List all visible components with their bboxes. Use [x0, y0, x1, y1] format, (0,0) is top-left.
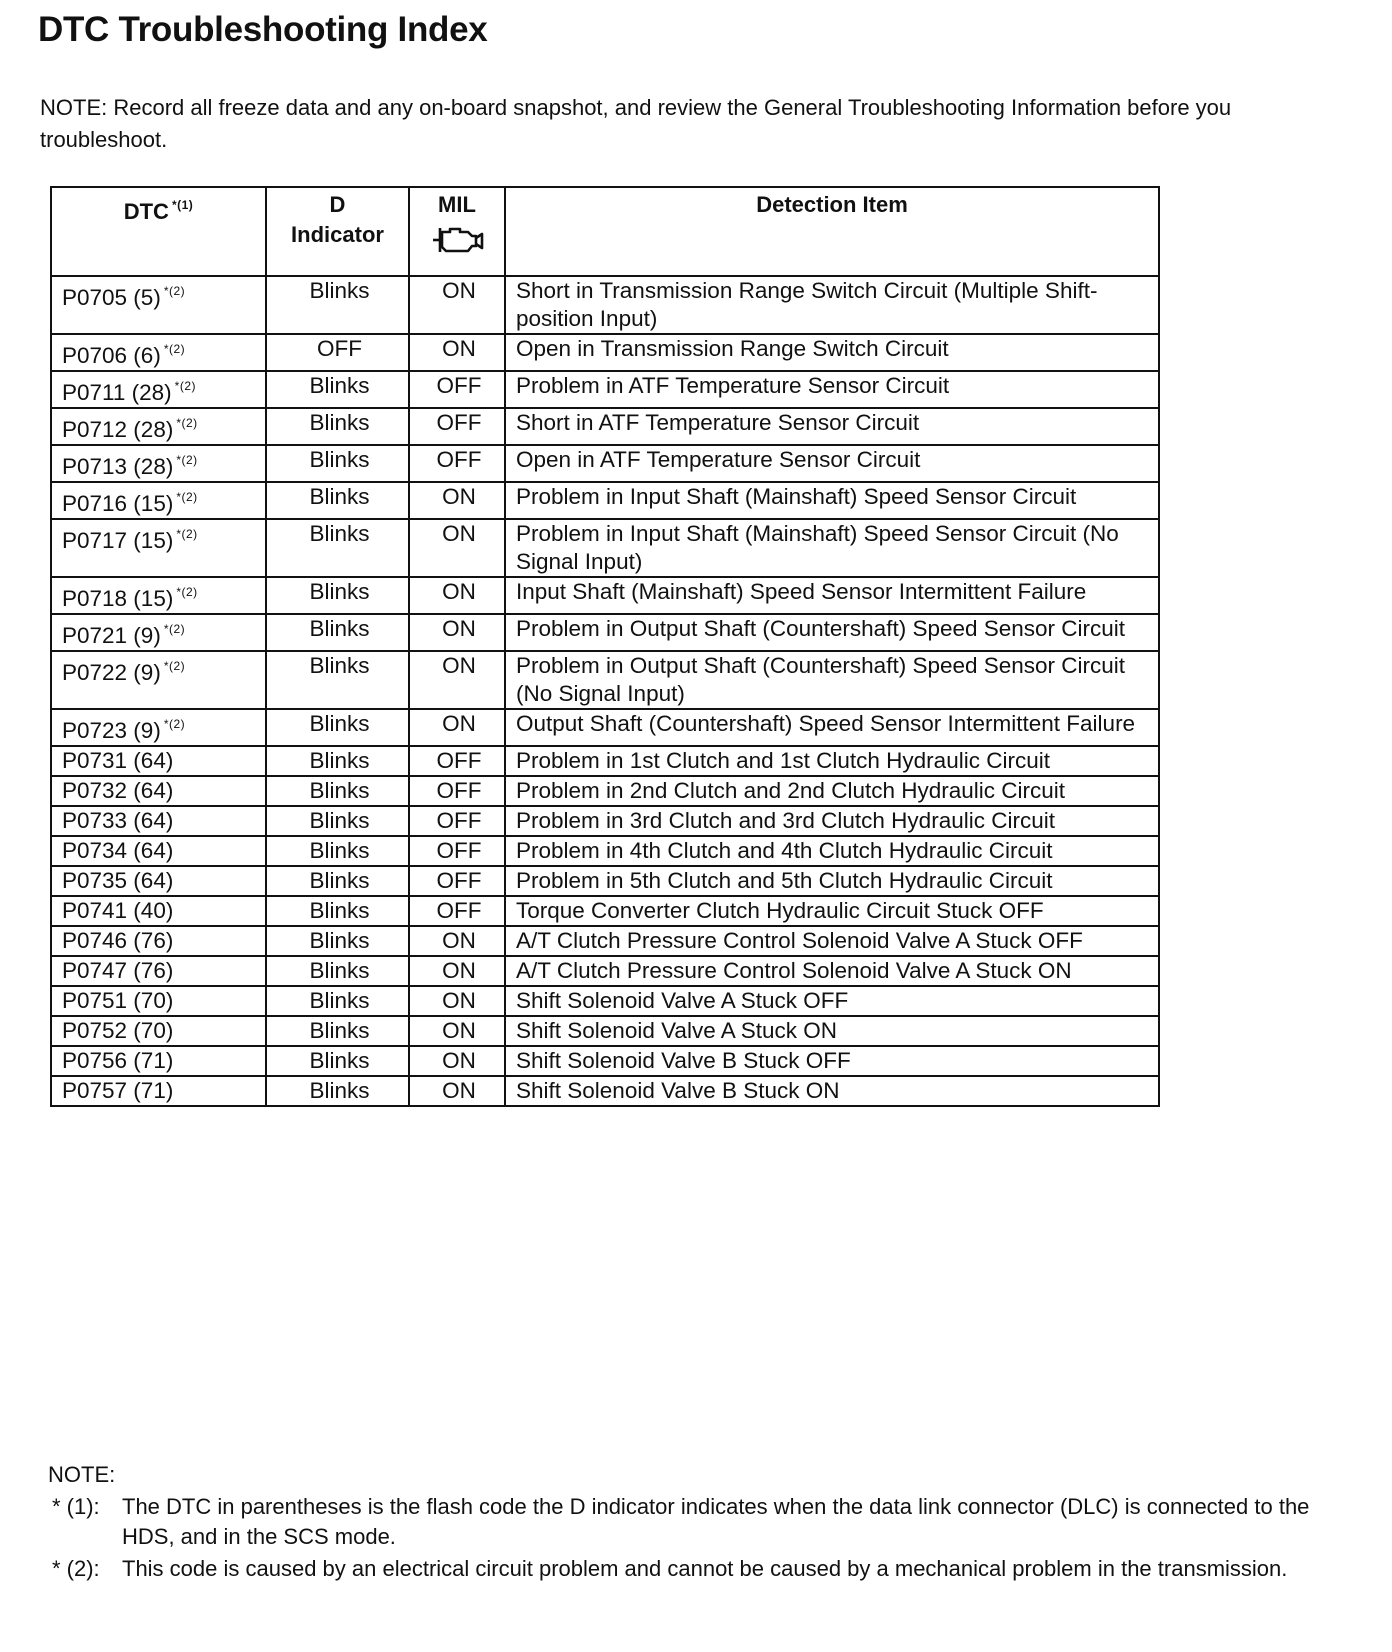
mil-cell: OFF — [409, 836, 505, 866]
dtc-code: P0705 (5) — [62, 285, 161, 310]
dtc-cell — [51, 956, 266, 986]
table-row — [51, 482, 1159, 519]
mil-cell: ON — [409, 334, 505, 371]
d-indicator-cell: Blinks — [266, 445, 409, 482]
header-mil-label: MIL — [438, 192, 476, 217]
header-d-line2: Indicator — [291, 222, 384, 247]
dtc-code: P0741 (40) — [62, 898, 174, 923]
dtc-cell — [51, 896, 266, 926]
table-row — [51, 276, 1159, 334]
mil-cell: ON — [409, 519, 505, 577]
detection-item-cell: A/T Clutch Pressure Control Solenoid Valve A Stuck ON — [505, 956, 1159, 986]
dtc-code: P0734 (64) — [62, 838, 174, 863]
d-indicator-cell: Blinks — [266, 371, 409, 408]
detection-item-cell: Short in Transmission Range Switch Circuit (Multiple Shift-position Input) — [505, 276, 1159, 334]
dtc-cell — [51, 519, 266, 577]
header-d-line1: D — [329, 192, 346, 217]
detection-item-cell: Problem in Input Shaft (Mainshaft) Speed Sensor Circuit (No Signal Input) — [505, 519, 1159, 577]
mil-cell: ON — [409, 482, 505, 519]
mil-cell: ON — [409, 276, 505, 334]
table-row — [51, 371, 1159, 408]
dtc-cell — [51, 445, 266, 482]
d-indicator-cell: Blinks — [266, 1046, 409, 1076]
dtc-code: P0735 (64) — [62, 868, 174, 893]
dtc-footnote-ref: *(2) — [176, 490, 198, 504]
footnote-1 — [48, 1492, 1348, 1552]
table-row — [51, 746, 1159, 776]
dtc-cell — [51, 866, 266, 896]
mil-cell: OFF — [409, 746, 505, 776]
mil-cell: ON — [409, 956, 505, 986]
dtc-code: P0731 (64) — [62, 748, 174, 773]
detection-item-cell: Shift Solenoid Valve B Stuck OFF — [505, 1046, 1159, 1076]
table-row — [51, 836, 1159, 866]
dtc-code: P0717 (15) — [62, 528, 174, 553]
dtc-footnote-ref: *(2) — [163, 342, 186, 356]
detection-item-cell: Problem in 5th Clutch and 5th Clutch Hydraulic Circuit — [505, 866, 1159, 896]
dtc-code: P0716 (15) — [62, 491, 174, 516]
mil-cell: OFF — [409, 408, 505, 445]
dtc-cell — [51, 482, 266, 519]
dtc-cell — [51, 746, 266, 776]
header-mil — [409, 187, 505, 276]
detection-item-cell: Open in ATF Temperature Sensor Circuit — [505, 445, 1159, 482]
dtc-cell — [51, 836, 266, 866]
dtc-table-body — [51, 276, 1159, 1106]
dtc-code: P0713 (28) — [62, 454, 174, 479]
detection-item-cell: Problem in ATF Temperature Sensor Circuit — [505, 371, 1159, 408]
footnote-1-text: The DTC in parentheses is the flash code the D indicator indicates when the data link connector (DLC) is connected to the HDS, and in the SCS mode. — [122, 1494, 1310, 1549]
mil-cell: OFF — [409, 896, 505, 926]
dtc-code: P0732 (64) — [62, 778, 174, 803]
dtc-code: P0751 (70) — [62, 988, 174, 1013]
dtc-cell — [51, 651, 266, 709]
detection-item-cell: A/T Clutch Pressure Control Solenoid Valve A Stuck OFF — [505, 926, 1159, 956]
mil-cell: OFF — [409, 776, 505, 806]
mil-cell: OFF — [409, 445, 505, 482]
header-d-indicator — [266, 187, 409, 276]
table-row — [51, 1046, 1159, 1076]
detection-item-cell: Problem in 1st Clutch and 1st Clutch Hydraulic Circuit — [505, 746, 1159, 776]
dtc-cell — [51, 408, 266, 445]
dtc-cell — [51, 1016, 266, 1046]
check-engine-icon — [428, 224, 486, 264]
table-row — [51, 651, 1159, 709]
mil-cell: ON — [409, 614, 505, 651]
table-header-row — [51, 187, 1159, 276]
dtc-cell — [51, 614, 266, 651]
table-row — [51, 986, 1159, 1016]
table-row — [51, 926, 1159, 956]
table-row — [51, 1076, 1159, 1106]
detection-item-cell: Torque Converter Clutch Hydraulic Circuit Stuck OFF — [505, 896, 1159, 926]
d-indicator-cell: Blinks — [266, 276, 409, 334]
footnotes-heading: NOTE: — [48, 1462, 116, 1487]
table-row — [51, 334, 1159, 371]
d-indicator-cell: Blinks — [266, 896, 409, 926]
detection-item-cell: Open in Transmission Range Switch Circuit — [505, 334, 1159, 371]
dtc-cell — [51, 986, 266, 1016]
d-indicator-cell: Blinks — [266, 776, 409, 806]
d-indicator-cell: Blinks — [266, 956, 409, 986]
dtc-footnote-ref: *(2) — [163, 717, 186, 731]
d-indicator-cell: Blinks — [266, 519, 409, 577]
header-dtc — [51, 187, 266, 276]
dtc-code: P0718 (15) — [62, 586, 174, 611]
dtc-code: P0756 (71) — [62, 1048, 174, 1073]
table-row — [51, 896, 1159, 926]
dtc-cell — [51, 926, 266, 956]
dtc-footnote-ref: *(2) — [174, 379, 196, 393]
dtc-footnote-ref: *(2) — [176, 416, 198, 430]
dtc-cell — [51, 1046, 266, 1076]
dtc-table — [50, 186, 1160, 1107]
dtc-cell — [51, 577, 266, 614]
d-indicator-cell: OFF — [266, 334, 409, 371]
table-row — [51, 519, 1159, 577]
mil-cell: ON — [409, 577, 505, 614]
mil-cell: OFF — [409, 806, 505, 836]
footnote-2-mark: * (2): — [52, 1556, 100, 1581]
mil-cell: ON — [409, 1016, 505, 1046]
mil-cell: ON — [409, 709, 505, 746]
detection-item-cell: Input Shaft (Mainshaft) Speed Sensor Intermittent Failure — [505, 577, 1159, 614]
dtc-code: P0733 (64) — [62, 808, 174, 833]
detection-item-cell: Shift Solenoid Valve A Stuck OFF — [505, 986, 1159, 1016]
d-indicator-cell: Blinks — [266, 986, 409, 1016]
table-row — [51, 408, 1159, 445]
dtc-code: P0711 (28) — [62, 380, 172, 405]
d-indicator-cell: Blinks — [266, 1076, 409, 1106]
mil-cell: ON — [409, 651, 505, 709]
table-row — [51, 806, 1159, 836]
dtc-footnote-ref: *(2) — [163, 622, 186, 636]
dtc-footnote-ref: *(2) — [163, 659, 186, 673]
detection-item-cell: Problem in Output Shaft (Countershaft) Speed Sensor Circuit — [505, 614, 1159, 651]
detection-item-cell: Shift Solenoid Valve A Stuck ON — [505, 1016, 1159, 1046]
d-indicator-cell: Blinks — [266, 806, 409, 836]
dtc-code: P0722 (9) — [62, 660, 161, 685]
detection-item-cell: Problem in 2nd Clutch and 2nd Clutch Hydraulic Circuit — [505, 776, 1159, 806]
mil-cell: ON — [409, 1046, 505, 1076]
dtc-cell — [51, 776, 266, 806]
dtc-code: P0706 (6) — [62, 343, 161, 368]
detection-item-cell: Short in ATF Temperature Sensor Circuit — [505, 408, 1159, 445]
d-indicator-cell: Blinks — [266, 709, 409, 746]
table-row — [51, 956, 1159, 986]
table-row — [51, 776, 1159, 806]
detection-item-cell: Output Shaft (Countershaft) Speed Sensor Intermittent Failure — [505, 709, 1159, 746]
dtc-footnote-ref: *(2) — [176, 585, 198, 599]
footnotes — [48, 1460, 1348, 1584]
dtc-code: P0757 (71) — [62, 1078, 174, 1103]
d-indicator-cell: Blinks — [266, 746, 409, 776]
page-title: DTC Troubleshooting Index — [38, 10, 488, 49]
mil-cell: ON — [409, 926, 505, 956]
detection-item-cell: Problem in Input Shaft (Mainshaft) Speed Sensor Circuit — [505, 482, 1159, 519]
dtc-code: P0712 (28) — [62, 417, 174, 442]
dtc-code: P0746 (76) — [62, 928, 174, 953]
d-indicator-cell: Blinks — [266, 408, 409, 445]
table-row — [51, 866, 1159, 896]
d-indicator-cell: Blinks — [266, 926, 409, 956]
d-indicator-cell: Blinks — [266, 651, 409, 709]
d-indicator-cell: Blinks — [266, 482, 409, 519]
footnote-2 — [48, 1554, 1348, 1584]
table-row — [51, 709, 1159, 746]
dtc-code: P0747 (76) — [62, 958, 174, 983]
d-indicator-cell: Blinks — [266, 836, 409, 866]
table-row — [51, 1016, 1159, 1046]
detection-item-cell: Problem in 4th Clutch and 4th Clutch Hydraulic Circuit — [505, 836, 1159, 866]
dtc-cell — [51, 371, 266, 408]
dtc-cell — [51, 276, 266, 334]
table-row — [51, 577, 1159, 614]
dtc-code: P0721 (9) — [62, 623, 161, 648]
header-detection-item: Detection Item — [505, 187, 1159, 276]
dtc-footnote-ref: *(2) — [163, 284, 186, 298]
dtc-footnote-ref: *(2) — [176, 453, 198, 467]
header-dtc-label: DTC — [123, 199, 169, 224]
intro-note: NOTE: Record all freeze data and any on-board snapshot, and review the General Troubleshooting Information before you troubleshoot. — [40, 95, 1232, 152]
header-dtc-footnote: *(1) — [171, 198, 194, 212]
mil-cell: ON — [409, 1076, 505, 1106]
dtc-code: P0723 (9) — [62, 718, 161, 743]
footnote-2-text: This code is caused by an electrical circuit problem and cannot be caused by a mechanical problem in the transmission. — [122, 1556, 1288, 1581]
dtc-footnote-ref: *(2) — [176, 527, 198, 541]
d-indicator-cell: Blinks — [266, 866, 409, 896]
d-indicator-cell: Blinks — [266, 577, 409, 614]
mil-cell: OFF — [409, 866, 505, 896]
d-indicator-cell: Blinks — [266, 1016, 409, 1046]
table-row — [51, 445, 1159, 482]
dtc-code: P0752 (70) — [62, 1018, 174, 1043]
detection-item-cell: Problem in 3rd Clutch and 3rd Clutch Hydraulic Circuit — [505, 806, 1159, 836]
detection-item-cell: Problem in Output Shaft (Countershaft) Speed Sensor Circuit (No Signal Input) — [505, 651, 1159, 709]
mil-cell: OFF — [409, 371, 505, 408]
dtc-cell — [51, 334, 266, 371]
footnote-1-mark: * (1): — [52, 1494, 100, 1519]
dtc-cell — [51, 709, 266, 746]
dtc-cell — [51, 806, 266, 836]
detection-item-cell: Shift Solenoid Valve B Stuck ON — [505, 1076, 1159, 1106]
dtc-cell — [51, 1076, 266, 1106]
table-row — [51, 614, 1159, 651]
mil-cell: ON — [409, 986, 505, 1016]
d-indicator-cell: Blinks — [266, 614, 409, 651]
